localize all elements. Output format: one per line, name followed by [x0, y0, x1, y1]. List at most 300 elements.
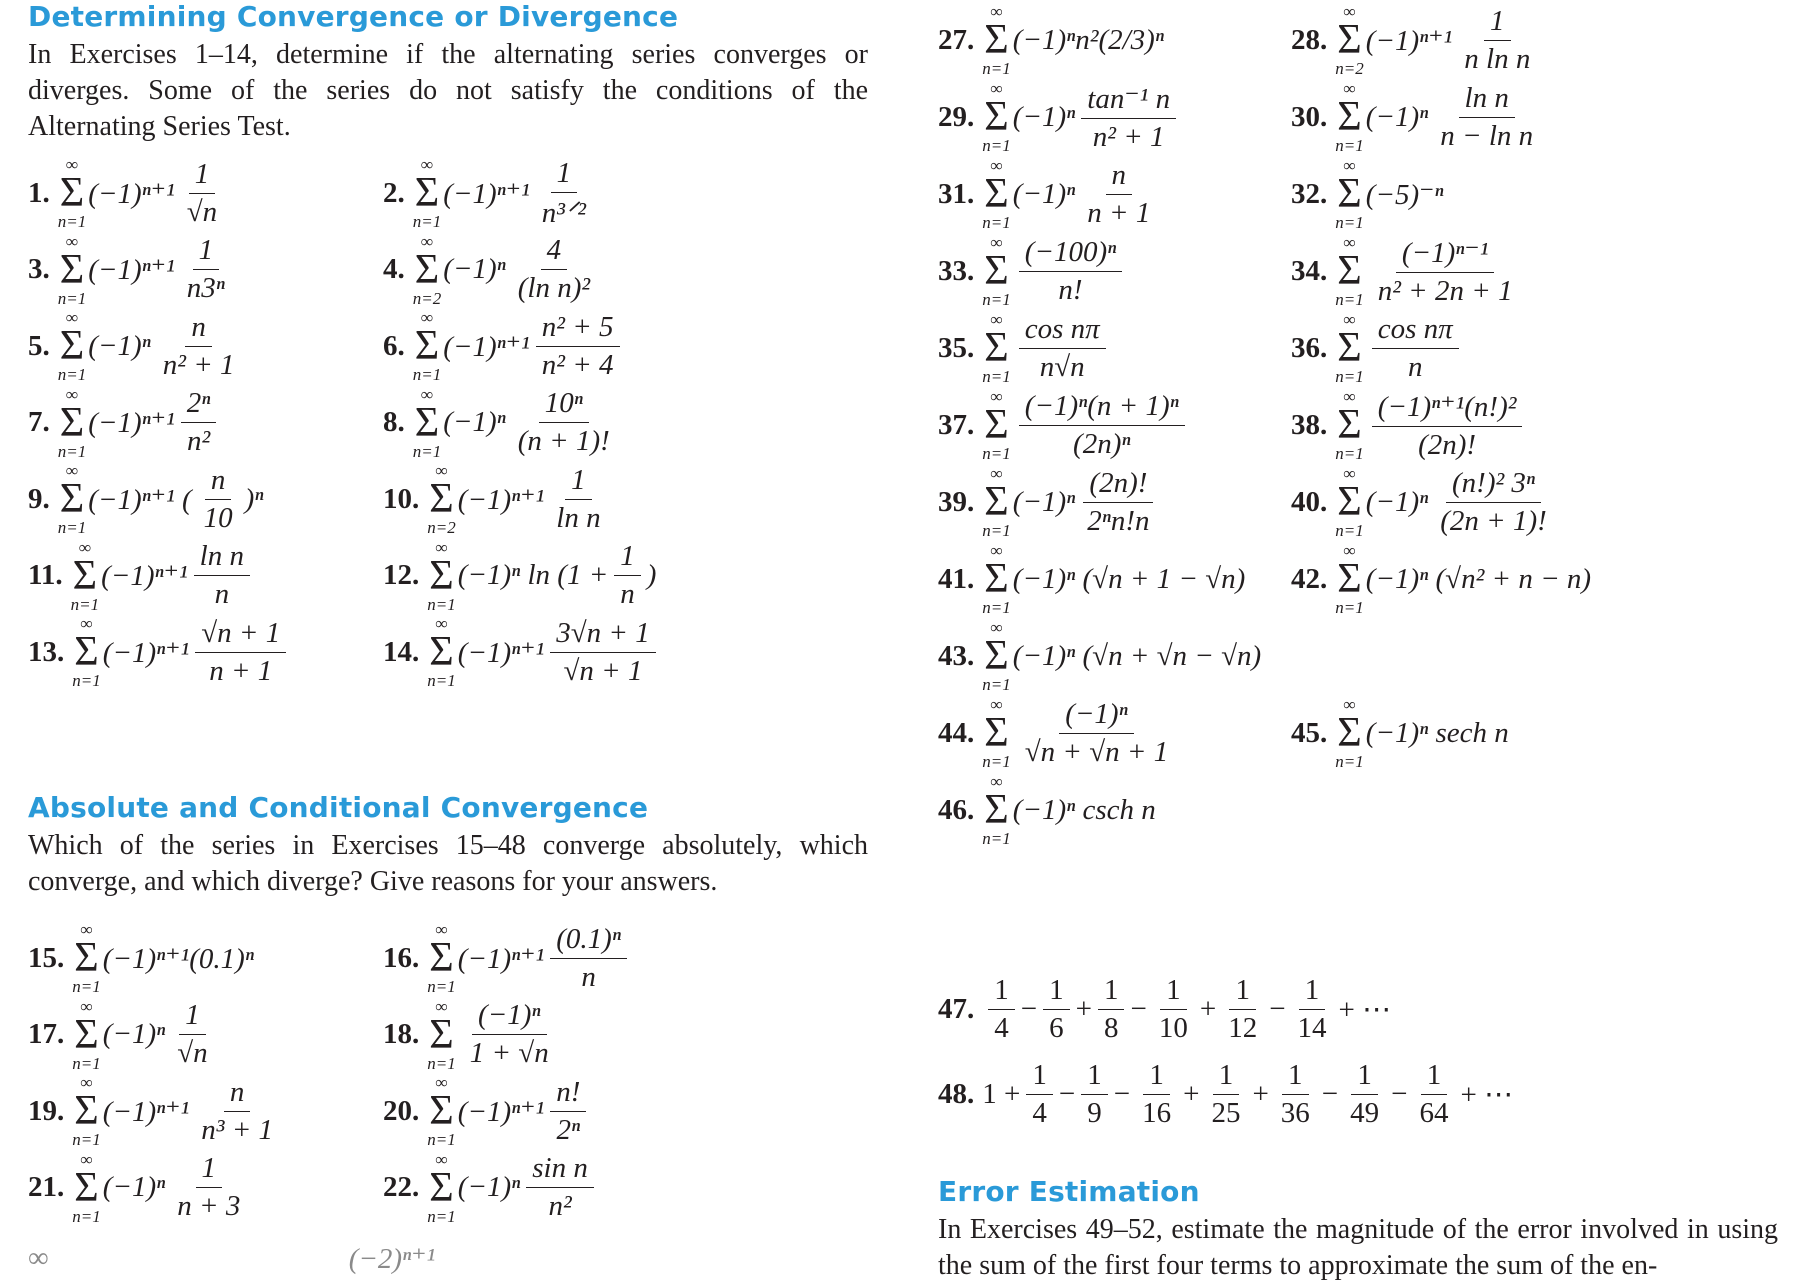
- exercise-number: 43.: [938, 639, 975, 672]
- series-lead: 1 +: [982, 1077, 1021, 1110]
- sigma-icon: Σ: [984, 556, 1009, 602]
- sum-lower-limit: n=1: [982, 675, 1011, 694]
- term-fraction: [194, 540, 250, 611]
- exercise-48: [938, 1050, 1513, 1138]
- sum-upper-limit: ∞: [990, 772, 1003, 791]
- sum-upper-limit: ∞: [65, 308, 79, 327]
- denominator: 12: [1228, 1011, 1258, 1044]
- sum-lower-limit: n=1: [982, 367, 1011, 386]
- numerator: 1: [551, 157, 578, 193]
- exercise-number: 42.: [1291, 562, 1328, 595]
- summation-symbol: [982, 619, 1010, 693]
- sum-upper-limit: ∞: [80, 1073, 93, 1092]
- denominator: n!: [1058, 273, 1083, 306]
- sigma-icon: Σ: [74, 1088, 99, 1134]
- exercise-number: 47.: [938, 992, 975, 1025]
- denominator: 8: [1103, 1011, 1119, 1044]
- numerator: cos nπ: [1019, 313, 1106, 349]
- sum-lower-limit: n=1: [412, 212, 442, 231]
- sigma-icon: Σ: [1337, 17, 1362, 63]
- numerator: 1: [1282, 1059, 1309, 1095]
- series-operator: −: [1321, 1077, 1339, 1110]
- summation-symbol: [1335, 388, 1363, 462]
- sigma-icon: Σ: [1337, 325, 1362, 371]
- sum-upper-limit: ∞: [65, 231, 79, 251]
- sum-upper-limit: ∞: [990, 156, 1003, 175]
- sum-lower-limit: n=1: [982, 521, 1011, 540]
- summation-symbol: [427, 921, 455, 995]
- exercise-47: [938, 965, 1391, 1053]
- term-fraction: [512, 234, 596, 305]
- denominator: n² + 4: [541, 348, 614, 381]
- sum-lower-limit: n=1: [72, 1206, 101, 1226]
- summation-symbol: [58, 233, 86, 307]
- term-prefix: (−1)ⁿ⁺¹: [443, 177, 530, 210]
- sigma-icon: Σ: [414, 399, 440, 446]
- term-prefix: (−1)ⁿ sech n: [1365, 716, 1509, 749]
- numerator: n² + 5: [536, 311, 620, 347]
- term-fraction: [1434, 467, 1553, 538]
- sum-lower-limit: n=1: [982, 59, 1011, 78]
- sum-upper-limit: ∞: [435, 461, 448, 480]
- sum-upper-limit: ∞: [1343, 233, 1356, 252]
- term-fraction: [157, 311, 241, 382]
- term-prefix: (−1)ⁿ: [102, 1018, 166, 1050]
- summation-symbol: [982, 542, 1010, 616]
- term-fraction: [1019, 390, 1185, 461]
- numerator: 10ⁿ: [539, 387, 589, 423]
- exercise-number: 13.: [28, 635, 65, 668]
- numerator: 1: [179, 999, 206, 1035]
- denominator: 2ⁿn!n: [1087, 504, 1150, 537]
- exercise-number: 33.: [938, 254, 975, 287]
- sigma-icon: Σ: [74, 1164, 99, 1211]
- sigma-icon: Σ: [984, 325, 1009, 371]
- exercise-number: 1.: [28, 176, 50, 209]
- sum-upper-limit: ∞: [65, 155, 79, 174]
- series-operator: −: [1058, 1077, 1076, 1110]
- sigma-icon: Σ: [1337, 479, 1362, 525]
- sum-lower-limit: n=1: [982, 752, 1011, 771]
- partial-expression: (−2)ⁿ⁺¹: [348, 1242, 436, 1275]
- denominator: n: [1407, 350, 1423, 383]
- term-prefix: (−1)ⁿ: [102, 1171, 166, 1203]
- numerator: 1: [189, 158, 216, 194]
- sigma-icon: Σ: [1337, 402, 1362, 448]
- exercise-number: 40.: [1291, 485, 1328, 518]
- exercise-33: [938, 227, 1128, 315]
- summation-symbol: [427, 462, 455, 536]
- sum-upper-limit: ∞: [990, 695, 1003, 714]
- summation-symbol: [427, 615, 455, 689]
- numerator: (2n)!: [1083, 467, 1153, 503]
- exercise-3: [28, 226, 237, 314]
- exercise-29: [938, 73, 1182, 161]
- sum-upper-limit: ∞: [80, 996, 93, 1016]
- denominator: √n + √n + 1: [1024, 735, 1169, 768]
- sum-upper-limit: ∞: [435, 920, 448, 939]
- numerator: 1: [1043, 974, 1070, 1010]
- term-fraction: [1372, 389, 1523, 462]
- sum-upper-limit: ∞: [1343, 541, 1356, 560]
- summation-symbol: [427, 539, 455, 613]
- term-prefix: (−1)ⁿ⁺¹: [88, 177, 175, 210]
- sum-upper-limit: ∞: [420, 384, 434, 404]
- numerator: (−1)ⁿ: [472, 999, 547, 1035]
- term-suffix: )ⁿ: [244, 482, 264, 515]
- sum-lower-limit: n=2: [412, 288, 442, 308]
- sigma-icon: Σ: [1337, 248, 1362, 294]
- denominator: 1 + √n: [469, 1037, 549, 1069]
- term-prefix: (−1)ⁿ⁺¹: [457, 942, 545, 975]
- denominator: 25: [1211, 1096, 1241, 1129]
- series-operator: −: [1130, 992, 1147, 1025]
- series-term-fraction: [1043, 974, 1070, 1045]
- exercise-46: [938, 766, 1156, 854]
- term-fraction: [181, 387, 217, 458]
- sum-lower-limit: n=1: [1335, 752, 1364, 771]
- denominator: n³ᐟ²: [541, 196, 586, 229]
- sum-upper-limit: ∞: [990, 387, 1003, 406]
- sum-lower-limit: n=2: [1335, 59, 1364, 78]
- term-fraction: [1019, 698, 1174, 769]
- numerator: tan⁻¹ n: [1081, 81, 1176, 119]
- exercise-number: 39.: [938, 485, 975, 518]
- sum-lower-limit: n=1: [427, 594, 456, 614]
- sigma-icon: Σ: [429, 1011, 454, 1058]
- term-prefix: (−1)ⁿ: [443, 253, 506, 285]
- summation-symbol: [1335, 3, 1363, 77]
- sum-lower-limit: n=1: [72, 1130, 101, 1149]
- exercise-13: [28, 608, 292, 696]
- exercise-20: [383, 1067, 592, 1155]
- summation-symbol: [72, 921, 100, 995]
- term-prefix: (−1)ⁿ: [1012, 485, 1076, 518]
- series-operator: −: [1391, 1077, 1408, 1110]
- summation-symbol: [72, 998, 100, 1072]
- sigma-icon: Σ: [984, 94, 1009, 140]
- sum-upper-limit: ∞: [1343, 310, 1356, 329]
- denominator: n: [214, 578, 230, 610]
- section-intro-absolute: Which of the series in Exercises 15–48 converge absolutely, which converge, and which diverge? Give reasons for your answers.: [28, 830, 868, 897]
- numerator: 1: [1081, 1059, 1108, 1095]
- exercise-22: [383, 1144, 600, 1232]
- sum-lower-limit: n=1: [72, 977, 101, 996]
- numerator: 1: [1421, 1059, 1448, 1095]
- sum-lower-limit: n=1: [1335, 213, 1364, 232]
- summation-symbol: [427, 1074, 455, 1148]
- sum-lower-limit: n=1: [57, 288, 87, 308]
- sum-lower-limit: n=1: [427, 1206, 456, 1226]
- exercise-45: [1291, 689, 1509, 777]
- sum-lower-limit: n=1: [982, 829, 1011, 848]
- numerator: ln n: [194, 540, 250, 576]
- denominator: (2n + 1)!: [1440, 504, 1547, 537]
- sigma-icon: Σ: [1337, 94, 1362, 140]
- exercise-number: 3.: [28, 253, 50, 285]
- term-prefix: (−1)ⁿn²(2/3)ⁿ: [1012, 23, 1164, 56]
- term-fraction: [1081, 159, 1156, 230]
- denominator: √n + 1: [563, 654, 643, 687]
- denominator: n² + 1: [162, 348, 235, 381]
- exercise-18: [383, 991, 561, 1079]
- denominator: n² + 1: [1092, 120, 1165, 153]
- summation-symbol: [982, 3, 1010, 77]
- exercise-41: [938, 535, 1245, 623]
- summation-symbol: [982, 234, 1010, 308]
- term-fraction: [1372, 235, 1519, 308]
- denominator: 14: [1297, 1011, 1327, 1044]
- partial-row: [28, 1241, 436, 1275]
- exercise-44: [938, 689, 1180, 777]
- section-heading-error: Error Estimation: [938, 1175, 1200, 1208]
- exercise-number: 22.: [383, 1171, 420, 1203]
- sum-lower-limit: n=1: [982, 213, 1011, 232]
- numerator: (−1)ⁿ⁺¹(n!)²: [1372, 389, 1523, 427]
- sigma-icon: Σ: [72, 552, 98, 599]
- exercise-number: 4.: [383, 253, 405, 285]
- numerator: (−100)ⁿ: [1019, 236, 1123, 272]
- term-fraction: [512, 387, 616, 458]
- exercise-number: 17.: [28, 1018, 65, 1050]
- sum-upper-limit: ∞: [1343, 79, 1356, 98]
- exercise-number: 28.: [1291, 23, 1328, 56]
- denominator: n³ + 1: [201, 1113, 274, 1146]
- sigma-icon: Σ: [74, 935, 99, 981]
- exercise-number: 11.: [28, 559, 63, 591]
- sum-lower-limit: n=1: [57, 212, 87, 231]
- exercise-number: 30.: [1291, 100, 1328, 133]
- exercise-17: [28, 991, 220, 1079]
- term-prefix: (−1)ⁿ⁺¹ (: [88, 483, 192, 516]
- summation-symbol: [1335, 80, 1363, 154]
- exercise-40: [1291, 458, 1559, 546]
- exercise-36: [1291, 304, 1465, 392]
- sigma-icon: Σ: [59, 399, 85, 446]
- denominator: n + 1: [1087, 196, 1151, 229]
- series-operator: + ⋯: [1338, 993, 1392, 1026]
- series-operator: −: [1269, 992, 1286, 1025]
- exercise-6: [383, 302, 626, 390]
- sum-upper-limit: ∞: [1343, 387, 1356, 406]
- sigma-icon: Σ: [414, 170, 440, 216]
- exercise-8: [383, 379, 622, 467]
- term-fraction: [1434, 82, 1539, 153]
- denominator: 36: [1280, 1096, 1310, 1129]
- exercise-7: [28, 379, 222, 467]
- sigma-icon: Σ: [429, 935, 454, 981]
- sum-upper-limit: ∞: [990, 310, 1003, 329]
- numerator: 3√n + 1: [550, 617, 656, 653]
- sigma-icon: Σ: [984, 248, 1009, 294]
- sigma-icon: Σ: [74, 629, 99, 675]
- summation-symbol: [427, 1151, 455, 1225]
- term-prefix: (−1)ⁿ⁺¹: [88, 407, 175, 439]
- term-fraction: [1458, 5, 1536, 76]
- series-term-fraction: [988, 974, 1015, 1045]
- exercise-number: 15.: [28, 941, 65, 974]
- denominator: √n: [177, 1037, 208, 1069]
- section-intro-convergence: In Exercises 1–14, determine if the alternating series converges or diverges. Some of the series do not satisfy the conditions of the Alternating Series Test.: [28, 39, 868, 142]
- denominator: 9: [1087, 1096, 1102, 1129]
- partial-infinity: ∞: [28, 1241, 49, 1274]
- sigma-icon: Σ: [1337, 710, 1362, 756]
- exercise-37: [938, 381, 1191, 469]
- term-fraction: [195, 1076, 279, 1147]
- exercise-30: [1291, 73, 1545, 161]
- numerator: 1: [196, 1152, 223, 1188]
- exercise-12: [383, 532, 656, 620]
- exercise-number: 45.: [1291, 716, 1328, 749]
- term-prefix: (−1)ⁿ: [1365, 100, 1429, 133]
- numerator: n: [185, 311, 212, 347]
- summation-symbol: [413, 233, 441, 307]
- term-fraction: [195, 617, 286, 688]
- series-operator: +: [1199, 992, 1217, 1025]
- exercise-number: 18.: [383, 1018, 420, 1050]
- sum-lower-limit: n=1: [982, 290, 1011, 309]
- sigma-icon: Σ: [414, 323, 440, 369]
- term-fraction: [171, 1152, 246, 1223]
- sum-lower-limit: n=1: [427, 1130, 456, 1149]
- term-fraction: [171, 999, 213, 1070]
- term-prefix: (−1)ⁿ (√n + 1 − √n): [1012, 562, 1246, 595]
- series-operator: +: [1075, 992, 1092, 1025]
- term-prefix: (−1)ⁿ (√n + √n − √n): [1012, 639, 1262, 672]
- series-operator: + ⋯: [1460, 1078, 1514, 1111]
- sigma-icon: Σ: [984, 633, 1009, 679]
- numerator: (−1)ⁿ: [1059, 698, 1134, 734]
- denominator: n + 1: [209, 654, 273, 687]
- sum-upper-limit: ∞: [420, 231, 434, 251]
- series-term-fraction: [1222, 974, 1263, 1045]
- term-prefix: (−1)ⁿ csch n: [1012, 793, 1156, 826]
- summation-symbol: [982, 773, 1010, 847]
- term-fraction: [536, 157, 592, 230]
- sum-lower-limit: n=1: [1335, 290, 1364, 309]
- sum-lower-limit: n=1: [57, 441, 87, 461]
- summation-symbol: [58, 462, 86, 536]
- numerator: n: [1106, 159, 1133, 195]
- sigma-icon: Σ: [429, 552, 454, 599]
- summation-symbol: [413, 309, 441, 383]
- exercise-32: [1291, 150, 1444, 238]
- sum-lower-limit: n=1: [427, 1053, 456, 1073]
- exercise-grid-27-46: [938, 0, 1778, 950]
- numerator: cos nπ: [1372, 313, 1459, 349]
- numerator: 1: [1143, 1059, 1170, 1095]
- denominator: n²: [186, 425, 211, 457]
- series-term-fraction: [1098, 974, 1125, 1045]
- sum-lower-limit: n=1: [57, 365, 87, 384]
- exercise-number: 2.: [383, 176, 405, 209]
- sum-upper-limit: ∞: [435, 1073, 448, 1092]
- exercise-number: 37.: [938, 408, 975, 441]
- sum-lower-limit: n=1: [1335, 444, 1364, 463]
- denominator: n − ln n: [1440, 119, 1534, 152]
- exercise-11: [28, 532, 256, 620]
- summation-symbol: [982, 80, 1010, 154]
- sigma-icon: Σ: [984, 479, 1009, 525]
- denominator: n√n: [1039, 350, 1085, 383]
- denominator: (2n)!: [1418, 428, 1477, 461]
- sum-upper-limit: ∞: [435, 1149, 448, 1169]
- term-prefix: (−1)ⁿ: [1012, 100, 1076, 133]
- exercise-number: 16.: [383, 941, 420, 974]
- exercise-10: [383, 455, 613, 543]
- exercise-number: 32.: [1291, 177, 1328, 210]
- series-term-fraction: [1136, 1059, 1177, 1130]
- sum-upper-limit: ∞: [990, 618, 1003, 637]
- term-fraction: [614, 540, 641, 611]
- exercise-5: [28, 302, 247, 390]
- sum-lower-limit: n=1: [412, 441, 442, 461]
- series-term-fraction: [1414, 1059, 1455, 1130]
- sigma-icon: Σ: [414, 246, 440, 293]
- series-term-fraction: [1292, 974, 1333, 1045]
- exercise-number: 44.: [938, 716, 975, 749]
- sigma-icon: Σ: [59, 476, 85, 522]
- series-operator: −: [1113, 1077, 1131, 1110]
- exercise-28: [1291, 0, 1542, 84]
- denominator: 6: [1049, 1011, 1064, 1044]
- denominator: √n: [186, 195, 218, 228]
- sigma-icon: Σ: [59, 323, 85, 369]
- sum-upper-limit: ∞: [65, 461, 79, 480]
- summation-symbol: [71, 539, 99, 613]
- series-operator: +: [1252, 1077, 1269, 1110]
- denominator: 4: [1032, 1096, 1047, 1129]
- sum-lower-limit: n=1: [72, 671, 101, 690]
- numerator: 1: [1026, 1059, 1053, 1095]
- sigma-icon: Σ: [984, 171, 1009, 217]
- exercise-42: [1291, 535, 1591, 623]
- exercise-9: [28, 455, 263, 543]
- term-prefix: (−1)ⁿ: [443, 406, 506, 438]
- exercise-number: 35.: [938, 331, 975, 364]
- series-term-fraction: [1205, 1059, 1246, 1130]
- sum-lower-limit: n=1: [982, 444, 1011, 463]
- term-prefix: (−1)ⁿ⁺¹: [88, 254, 175, 286]
- sigma-icon: Σ: [1337, 556, 1362, 602]
- sum-lower-limit: n=1: [1335, 367, 1364, 386]
- sum-upper-limit: ∞: [990, 541, 1003, 560]
- term-prefix: (−1)ⁿ⁺¹: [457, 483, 545, 516]
- summation-symbol: [982, 388, 1010, 462]
- summation-symbol: [413, 156, 441, 230]
- summation-symbol: [1335, 234, 1363, 308]
- summation-symbol: [58, 309, 86, 383]
- sigma-icon: Σ: [984, 787, 1009, 833]
- numerator: ln n: [1459, 82, 1515, 118]
- sum-upper-limit: ∞: [990, 79, 1003, 98]
- numerator: √n + 1: [195, 617, 286, 653]
- numerator: 1: [1229, 974, 1256, 1010]
- term-fraction: [181, 158, 223, 229]
- series-term-fraction: [1026, 1059, 1053, 1130]
- exercise-31: [938, 150, 1162, 238]
- term-prefix: (−1)ⁿ: [88, 329, 151, 362]
- term-fraction: [181, 234, 231, 305]
- summation-symbol: [1335, 311, 1363, 385]
- exercise-2: [383, 149, 598, 237]
- sum-upper-limit: ∞: [990, 464, 1003, 483]
- exercise-39: [938, 458, 1162, 546]
- sum-upper-limit: ∞: [80, 920, 93, 939]
- exercise-number: 19.: [28, 1094, 65, 1127]
- series-term-fraction: [1081, 1059, 1108, 1130]
- sum-upper-limit: ∞: [420, 155, 434, 174]
